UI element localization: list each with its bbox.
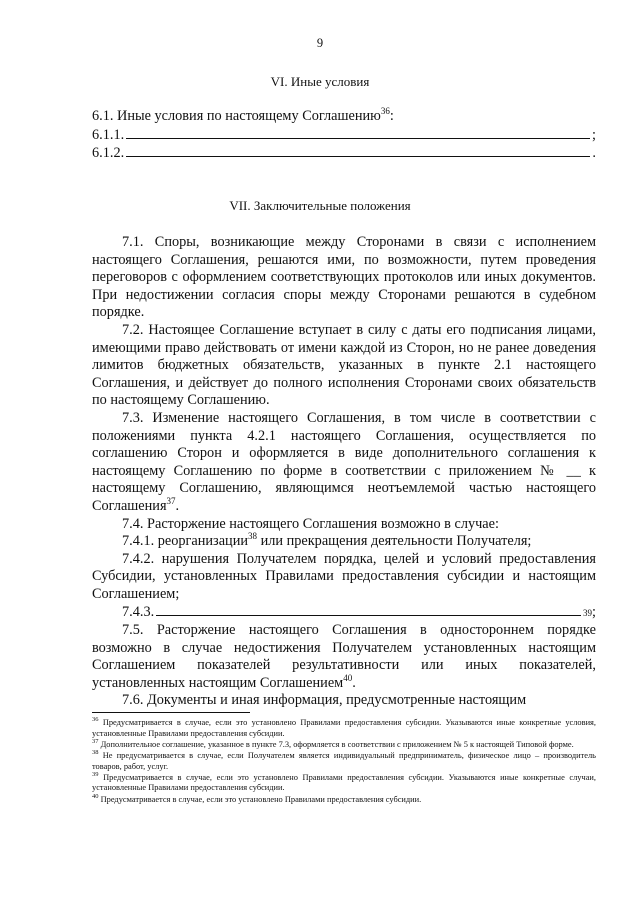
blank-line xyxy=(126,144,590,157)
footnote-separator xyxy=(92,712,250,713)
footnote-36: $^{36}$ Предусматривается в случае, если это установлено Правилами предоставления субсидии. Указываются иные конкретные условия, установленные Правилами предоставления субсидии. xyxy=(92,716,596,738)
page-number: 9 xyxy=(316,36,324,50)
clause-7-1: 7.1. Споры, возникающие между Сторонами в связи с исполнением настоящего Соглашения, решаются ими, по возможности, путем проведения переговоров с оформлением соответствующих протоколов или иных документов. При недостижении согласия споры между Сторонами решаются в судебном порядке. xyxy=(92,234,596,321)
section-6-title: VI. Иные условия xyxy=(270,74,370,89)
footnote-ref-40: 40 xyxy=(343,673,353,684)
blank-line xyxy=(126,126,590,139)
clause-7-5: 7.5. Расторжение настоящего Соглашения в одностороннем порядке возможно в случае недостижения Получателем установленных настоящим Соглашением показателей результативности или иных показателей, установленных настоящим Соглашением$^{40}$. xyxy=(92,622,596,691)
clause-6-1-1: 6.1.1. ; xyxy=(92,126,596,143)
clause-6-1: 6.1. Иные условия по настоящему Соглашению$^{36}$: xyxy=(92,106,394,124)
clause-7-2: 7.2. Настоящее Соглашение вступает в силу с даты его подписания лицами, имеющими право действовать от имени каждой из Сторон, но не ранее доведения лимитов бюджетных обязательств, указанных в пункте 2.1 настоящего Соглашения, и действует до полного исполнения Сторонами своих обязательств по настоящему Соглашению. xyxy=(92,321,596,409)
clause-7-6: 7.6. Документы и иная информация, предусмотренные настоящим xyxy=(122,692,527,709)
footnote-39: $^{39}$ Предусматривается в случае, если это установлено Правилами предоставления субсидии. Указываются иные конкретные случаи, установленные Правилами предоставления субсидии. xyxy=(92,770,596,793)
clause-7-3: 7.3. Изменение настоящего Соглашения, в том числе в соответствии с положениями пункта 4.2.1 настоящего Соглашения, осуществляется по соглашению Сторон и оформляется в виде дополнительного соглашения к настоящему Соглашению по форме в соответствии с приложением № __ к настоящему Соглашению, являющимся неотъемлемой частью настоящего Соглашения$^{37}$. xyxy=(92,409,596,514)
section-7-title: VII. Заключительные положения xyxy=(229,198,411,213)
footnote-ref-36: 36 xyxy=(380,106,390,117)
section-7-body xyxy=(92,234,596,710)
clause-7-4-3: 7.4.3. 39 ; xyxy=(122,604,596,621)
clause-7-4-1: 7.4.1. реорганизации$^{38}$ или прекращения деятельности Получателя; xyxy=(122,531,532,550)
clause-6-1-2: 6.1.2. . xyxy=(92,145,596,162)
footnotes xyxy=(92,718,596,806)
clause-7-4: 7.4. Расторжение настоящего Соглашения возможно в случае: xyxy=(122,515,499,532)
blank-line xyxy=(156,603,581,616)
section-6-body xyxy=(92,108,596,163)
footnote-40: $^{40}$ Предусматривается в случае, если это установлено Правилами предоставления субсидии. xyxy=(92,792,422,804)
footnote-37: $^{37}$ Дополнительное соглашение, указанное в пункте 7.3, оформляется в соответствии с приложением № 5 к настоящей Типовой форме. xyxy=(92,737,574,749)
footnote-38: $^{38}$ Не предусматривается в случае, если Получателем является индивидуальный предприниматель, физическое лицо – производитель товаров, работ, услуг. xyxy=(92,749,597,771)
footnote-ref-38: 38 xyxy=(248,531,257,542)
clause-7-4-2: 7.4.2. нарушения Получателем порядка, целей и условий предоставления Субсидии, установленных Правилами предоставления субсидии и настоящим Соглашением; xyxy=(92,550,596,602)
footnote-ref-37: 37 xyxy=(166,496,176,507)
